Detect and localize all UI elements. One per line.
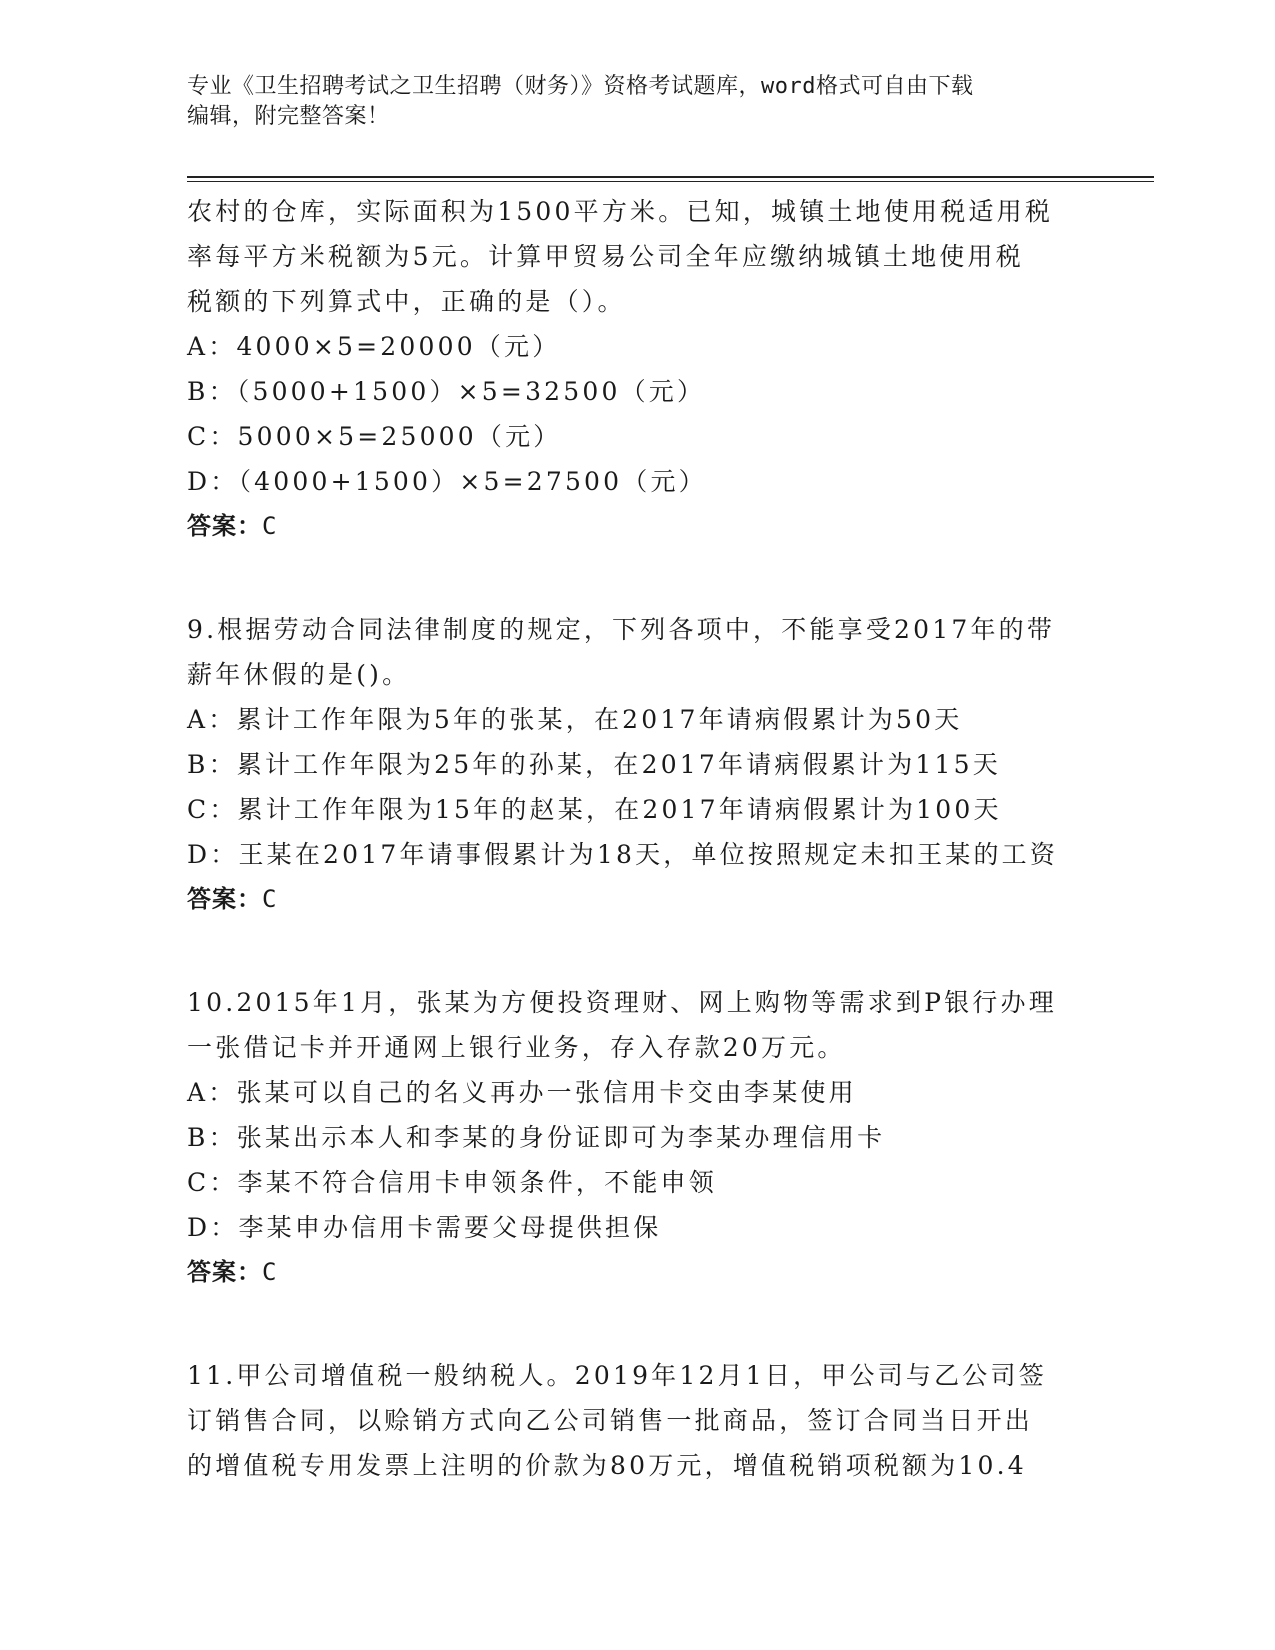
question-block bbox=[187, 980, 1087, 1295]
block-spacer bbox=[187, 549, 1087, 607]
question-text-line: 的增值税专用发票上注明的价款为80万元，增值税销项税额为10.4 bbox=[187, 1451, 1027, 1480]
option-d: D：李某申办信用卡需要父母提供担保 bbox=[187, 1213, 662, 1242]
option-d: D：王某在2017年请事假累计为18天，单位按照规定未扣王某的工资 bbox=[187, 840, 1059, 869]
option-d: D：（4000+1500）×5=27500（元） bbox=[187, 467, 707, 496]
option-c: C：5000×5=25000（元） bbox=[187, 422, 562, 451]
answer-line bbox=[187, 504, 1087, 549]
answer-value: C bbox=[262, 1258, 278, 1286]
page-header bbox=[187, 72, 1067, 132]
question-text-line: 率每平方米税额为5元。计算甲贸易公司全年应缴纳城镇土地使用税 bbox=[187, 242, 1024, 271]
header-line-2: 编辑，附完整答案！ bbox=[187, 104, 390, 129]
question-text-line: 9.根据劳动合同法律制度的规定，下列各项中，不能享受2017年的带 bbox=[187, 615, 1056, 644]
answer-value: C bbox=[262, 885, 278, 913]
option-c: C：李某不符合信用卡申领条件，不能申领 bbox=[187, 1168, 717, 1197]
option-c: C：累计工作年限为15年的赵某，在2017年请病假累计为100天 bbox=[187, 795, 1002, 824]
answer-label: 答案： bbox=[187, 512, 262, 540]
answer-label: 答案： bbox=[187, 1258, 262, 1286]
option-b: B：（5000+1500）×5=32500（元） bbox=[187, 377, 706, 406]
block-spacer bbox=[187, 1295, 1087, 1353]
question-block bbox=[187, 189, 1087, 549]
question-block bbox=[187, 607, 1087, 922]
question-text-line: 11.甲公司增值税一般纳税人。2019年12月1日，甲公司与乙公司签 bbox=[187, 1361, 1047, 1390]
option-b: B：张某出示本人和李某的身份证即可为李某办理信用卡 bbox=[187, 1123, 886, 1152]
answer-label: 答案： bbox=[187, 885, 262, 913]
question-text-line: 一张借记卡并开通网上银行业务，存入存款20万元。 bbox=[187, 1033, 846, 1062]
question-text-line: 薪年休假的是()。 bbox=[187, 660, 411, 689]
header-divider bbox=[187, 176, 1154, 182]
question-text-line: 农村的仓库，实际面积为1500平方米。已知，城镇土地使用税适用税 bbox=[187, 197, 1054, 226]
answer-value: C bbox=[262, 512, 278, 540]
answer-line bbox=[187, 1250, 1087, 1295]
question-text-line: 税额的下列算式中，正确的是（）。 bbox=[187, 287, 626, 316]
option-b: B：累计工作年限为25年的孙某，在2017年请病假累计为115天 bbox=[187, 750, 1001, 779]
answer-line bbox=[187, 877, 1087, 922]
header-line-1: 专业《卫生招聘考试之卫生招聘（财务）》资格考试题库，word格式可自由下载 bbox=[187, 74, 974, 99]
option-a: A：4000×5=20000（元） bbox=[187, 332, 561, 361]
question-text-line: 10.2015年1月，张某为方便投资理财、网上购物等需求到P银行办理 bbox=[187, 988, 1057, 1017]
question-text-line: 订销售合同，以赊销方式向乙公司销售一批商品，签订合同当日开出 bbox=[187, 1406, 1034, 1435]
question-block bbox=[187, 1353, 1087, 1488]
option-a: A：累计工作年限为5年的张某，在2017年请病假累计为50天 bbox=[187, 705, 963, 734]
block-spacer bbox=[187, 922, 1087, 980]
option-a: A：张某可以自己的名义再办一张信用卡交由李某使用 bbox=[187, 1078, 857, 1107]
question-content bbox=[187, 189, 1087, 1488]
